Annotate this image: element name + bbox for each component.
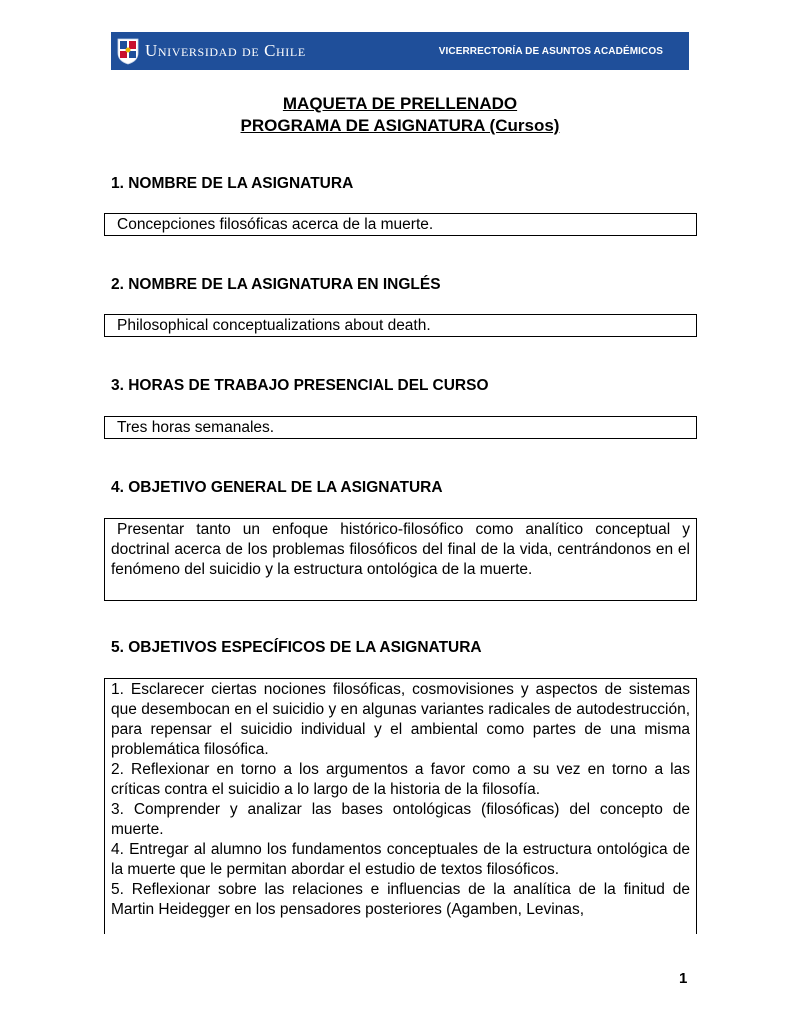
- section-1-heading: 1. NOMBRE DE LA ASIGNATURA: [111, 175, 354, 192]
- document-title-line-1: MAQUETA DE PRELLENADO: [282, 94, 518, 113]
- section-3-heading: 3. HORAS DE TRABAJO PRESENCIAL DEL CURSO: [111, 377, 489, 394]
- list-item: 5. Reflexionar sobre las relaciones e influencias de la analítica de la finitud de Martin Heidegger en los pensadores posteriores (Agamben, Levinas,: [111, 881, 690, 918]
- section-3-value: Tres horas semanales.: [117, 419, 275, 436]
- section-4-value: Presentar tanto un enfoque histórico-filosófico como analítico conceptual y doctrinal acerca de los problemas filosóficos del final de la vida, centrándonos en el fenómeno del suicidio y la estructura ontológica de la muerte.: [111, 521, 690, 578]
- specific-objectives-list: [111, 680, 690, 920]
- section-2-heading: 2. NOMBRE DE LA ASIGNATURA EN INGLÉS: [111, 276, 441, 293]
- list-item: 2. Reflexionar en torno a los argumentos a favor como a su vez en torno a las críticas contra el suicidio a lo largo de la historia de la filosofía.: [111, 761, 690, 798]
- document-title-line-2: PROGRAMA DE ASIGNATURA (Cursos): [240, 116, 560, 135]
- section-5-box: [104, 678, 697, 934]
- university-name: Universidad de Chile: [145, 41, 306, 60]
- section-2-value: Philosophical conceptualizations about death.: [117, 317, 431, 334]
- section-5-heading: 5. OBJETIVOS ESPECÍFICOS DE LA ASIGNATURA: [111, 639, 482, 656]
- section-4-heading: 4. OBJETIVO GENERAL DE LA ASIGNATURA: [111, 479, 443, 496]
- vicerrectoria-name: VICERRECTORÍA DE ASUNTOS ACADÉMICOS: [438, 45, 663, 57]
- list-item: 1. Esclarecer ciertas nociones filosóficas, cosmovisiones y aspectos de sistemas que desembocan en el suicidio y en algunas variantes radicales de autodestrucción, para repensar el suicidio individual y el ambiental como partes de una misma problemática filosófica.: [111, 681, 690, 758]
- page-number: 1: [679, 970, 688, 987]
- section-3-box: [104, 416, 697, 439]
- section-4-box: [104, 518, 697, 601]
- section-1-box: [104, 213, 697, 236]
- university-header-banner: [111, 32, 689, 70]
- university-logo: [117, 37, 306, 65]
- university-crest-icon: [117, 37, 139, 65]
- section-2-box: [104, 314, 697, 337]
- list-item: 4. Entregar al alumno los fundamentos conceptuales de la estructura ontológica de la muerte que le permitan abordar el estudio de textos filosóficos.: [111, 841, 690, 878]
- section-1-value: Concepciones filosóficas acerca de la muerte.: [117, 216, 434, 233]
- list-item: 3. Comprender y analizar las bases ontológicas (filosóficas) del concepto de muerte.: [111, 801, 690, 838]
